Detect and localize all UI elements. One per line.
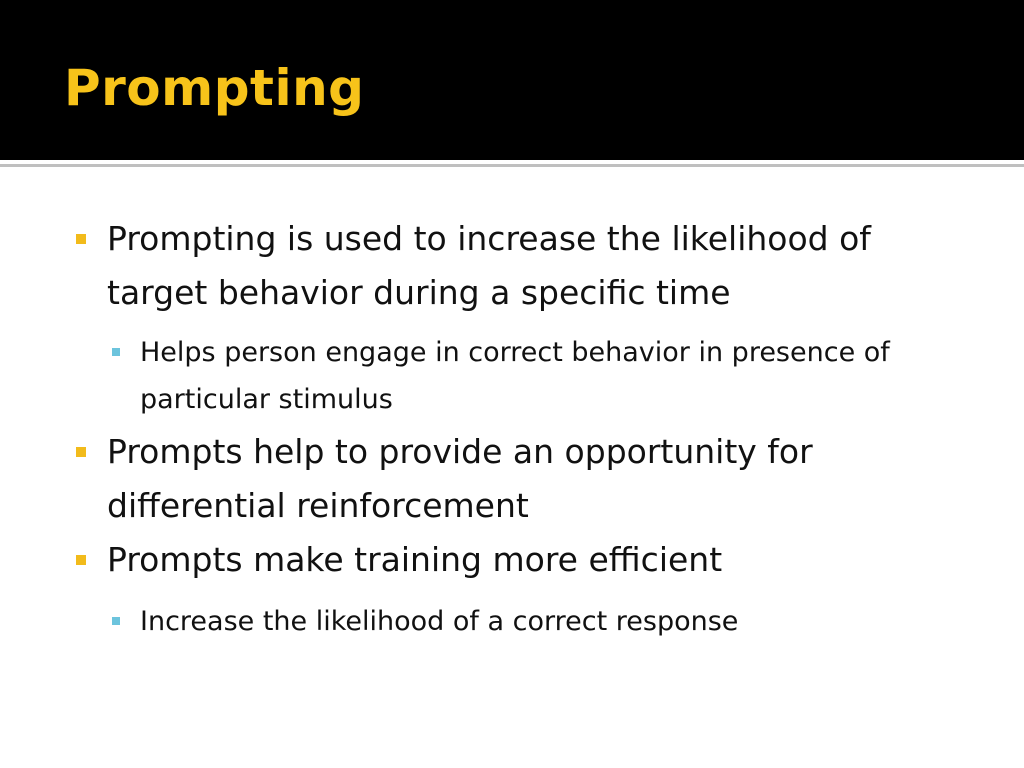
bullet-text: Prompts make training more efficient — [107, 540, 723, 579]
square-bullet-icon — [112, 348, 120, 356]
bullet-text: Prompting is used to increase the likelihood of target behavior during a specific time — [107, 219, 871, 312]
sub-bullet-text: Helps person engage in correct behavior in presence of particular stimulus — [140, 337, 890, 415]
slide-title: Prompting — [64, 59, 365, 117]
square-bullet-icon — [76, 555, 86, 565]
square-bullet-icon — [112, 617, 120, 625]
bullet-text: Prompts help to provide an opportunity for differential reinforcement — [107, 432, 813, 525]
square-bullet-icon — [76, 447, 86, 457]
sub-bullet-text: Increase the likelihood of a correct response — [140, 606, 739, 637]
square-bullet-icon — [76, 234, 86, 244]
